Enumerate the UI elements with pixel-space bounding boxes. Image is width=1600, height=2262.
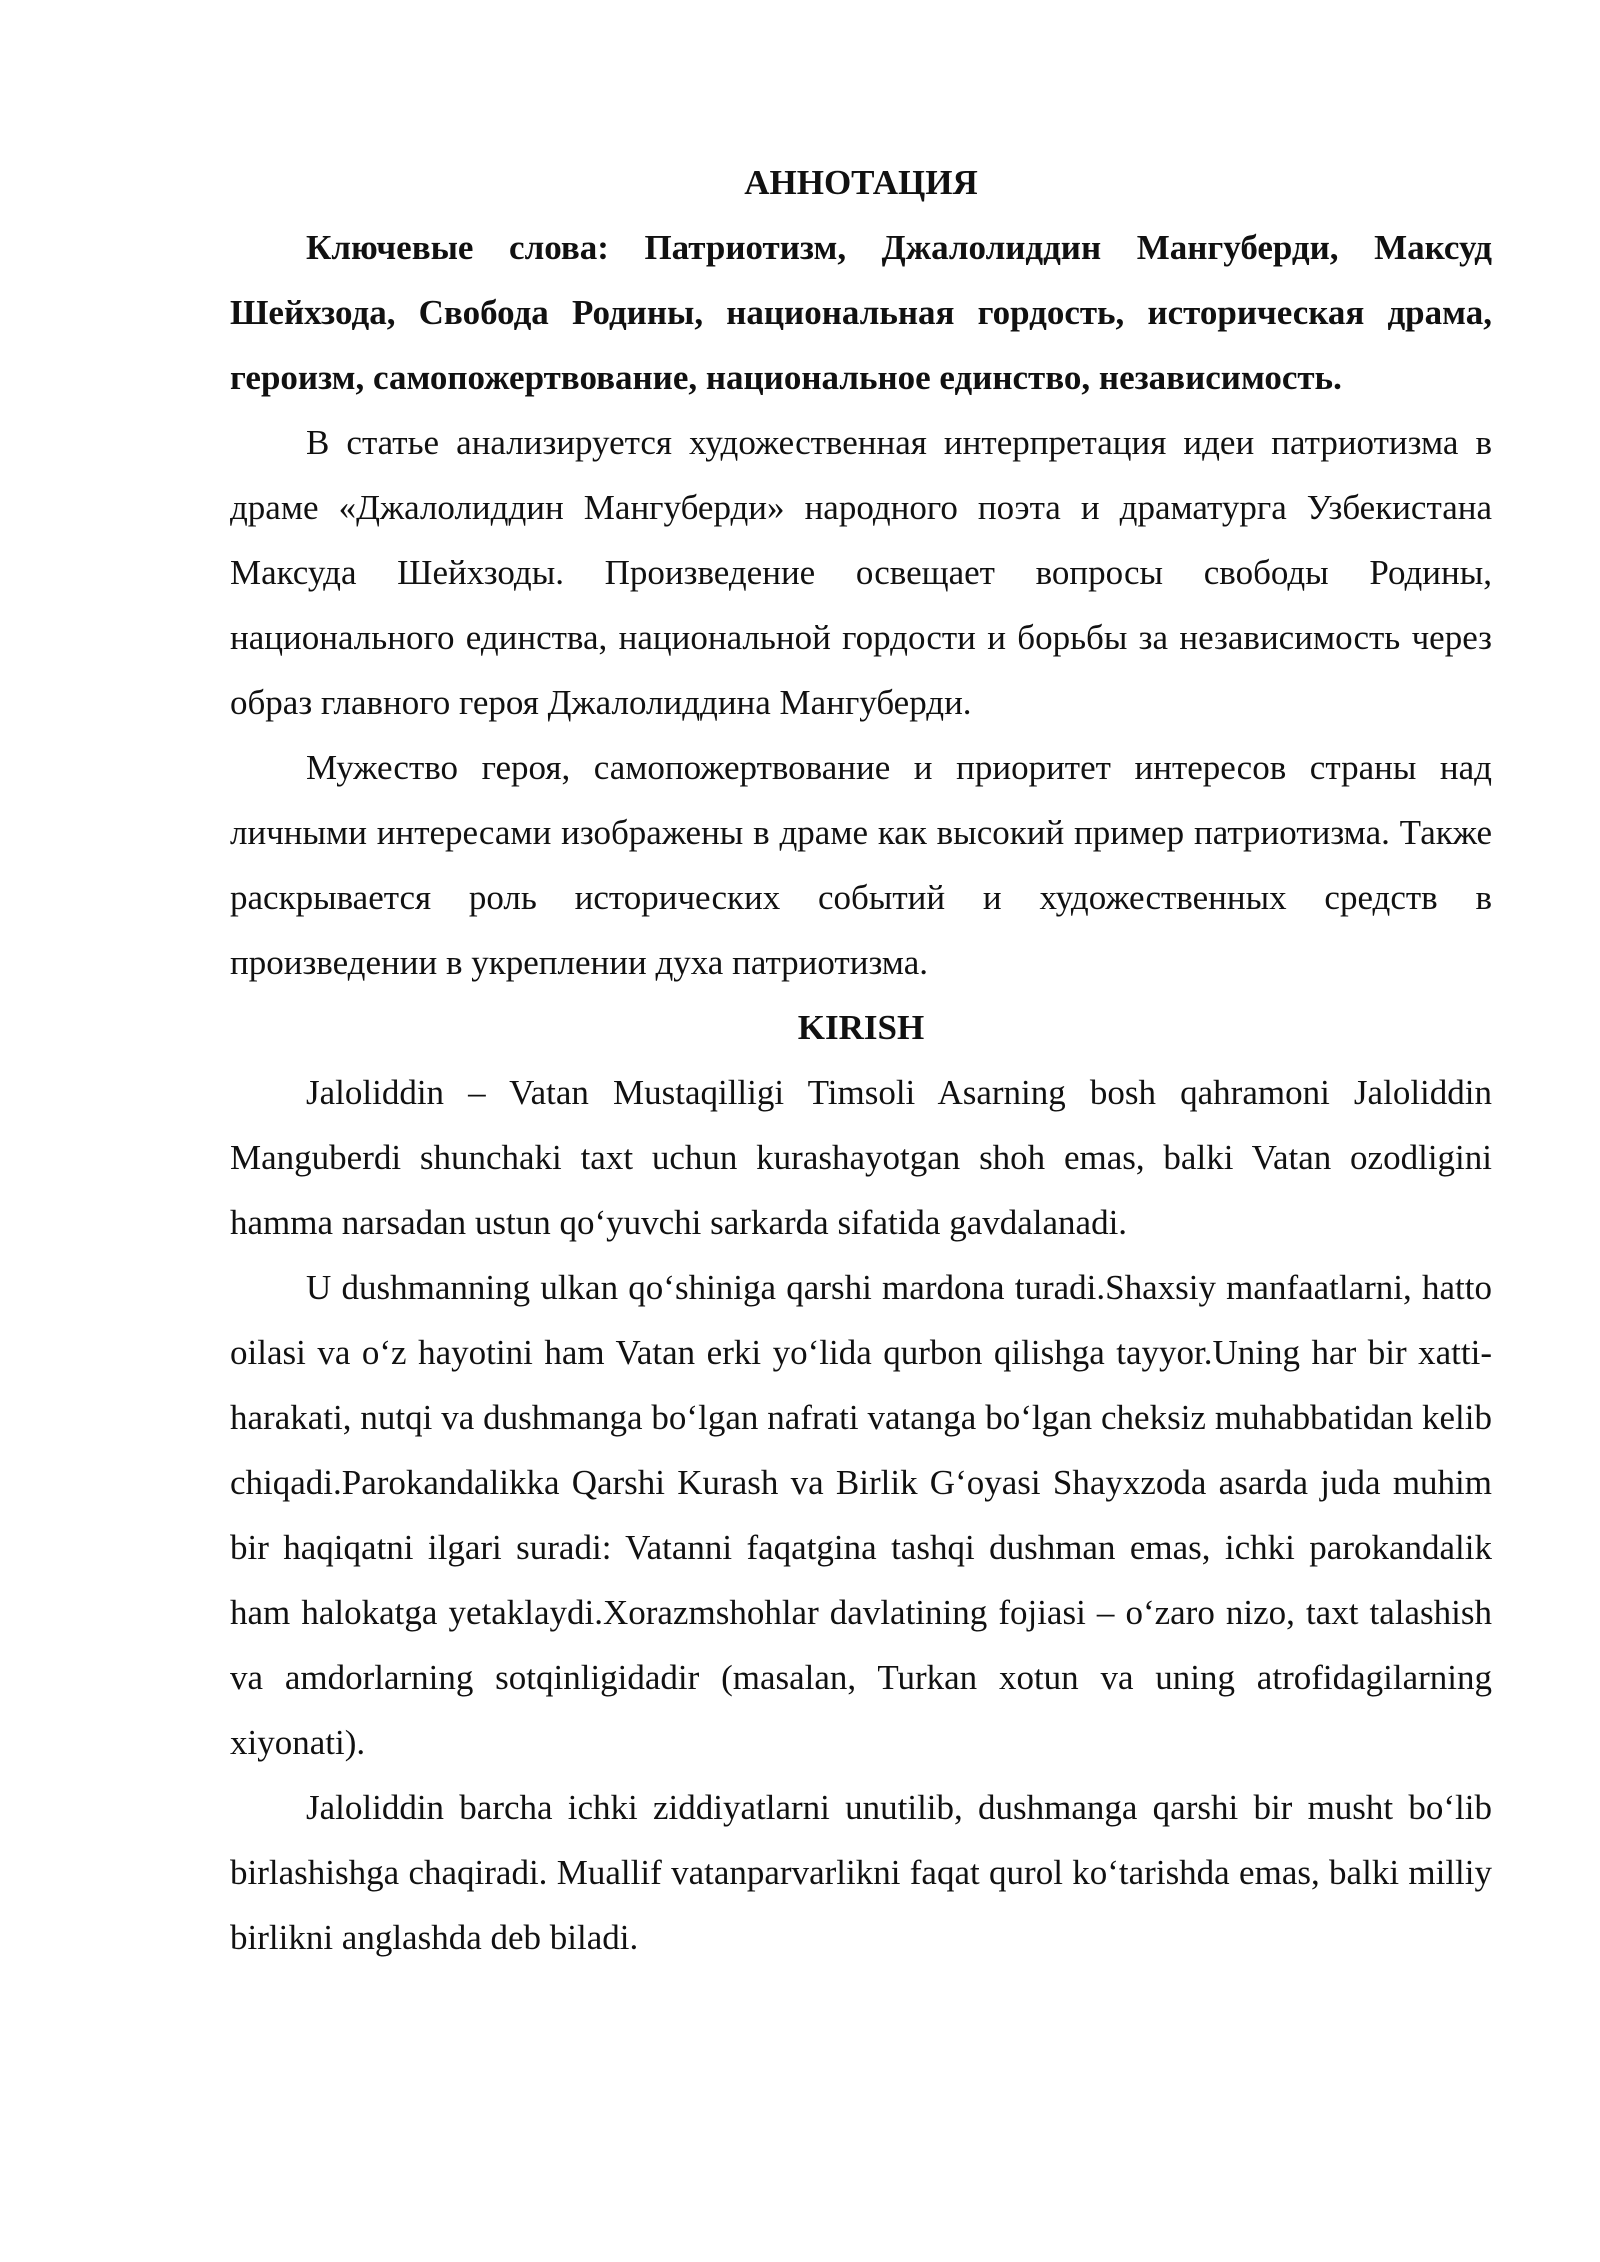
intro-paragraph-3: Jaloliddin barcha ichki ziddiyatlarni unutilib, dushmanga qarshi bir musht bo‘lib birlashishga chaqiradi. Muallif vatanparvarlikni faqat qurol ko‘tarishda emas, balki milliy birlikni anglashda deb biladi.	[230, 1788, 1492, 1957]
annotation-heading: АННОТАЦИЯ	[744, 163, 978, 202]
annotation-paragraph-2: Мужество героя, самопожертвование и приоритет интересов страны над личными интересами изображены в драме как высокий пример патриотизма. Также раскрывается роль исторических событий и художественных средств в произведении в укреплении духа патриотизма.	[230, 748, 1492, 982]
intro-paragraph-1: Jaloliddin – Vatan Mustaqilligi Timsoli Asarning bosh qahramoni Jaloliddin Manguberdi shunchaki taxt uchun kurashayotgan shoh emas, balki Vatan ozodligini hamma narsadan ustun qo‘yuvchi sarkarda sifatida gavdalanadi.	[230, 1073, 1492, 1242]
intro-heading: KIRISH	[797, 1008, 925, 1047]
annotation-paragraph-1: В статье анализируется художественная интерпретация идеи патриотизма в драме «Джалолиддин Мангуберди» народного поэта и драматурга Узбекистана Максуда Шейхзоды. Произведение освещает вопросы свободы Родины, национального единства, национальной гордости и борьбы за независимость через образ главного героя Джалолиддина Мангуберди.	[230, 423, 1492, 722]
intro-paragraph-2: U dushmanning ulkan qo‘shiniga qarshi mardona turadi.Shaxsiy manfaatlarni, hatto oilasi va o‘z hayotini ham Vatan erki yo‘lida qurbon qilishga tayyor.Uning har bir xatti-harakati, nutqi va dushmanga bo‘lgan nafrati vatanga bo‘lgan cheksiz muhabbatidan kelib chiqadi.Parokandalikka Qarshi Kurash va Birlik G‘oyasi Shayxzoda asarda juda muhim bir haqiqatni ilgari suradi: Vatanni faqatgina tashqi dushman emas, ichki parokandalik ham halokatga yetaklaydi.Xorazmshohlar davlatining fojiasi – o‘zaro nizo, taxt talashish va amdorlarning sotqinligidadir (masalan, Turkan xotun va uning atrofidagilarning xiyonati).	[230, 1268, 1492, 1762]
keywords-paragraph: Ключевые слова: Патриотизм, Джалолиддин Мангуберди, Максуд Шейхзода, Свобода Родины, национальная гордость, историческая драма, героизм, самопожертвование, национальное единство, независимость.	[230, 228, 1492, 397]
document-page	[230, 150, 1492, 1970]
